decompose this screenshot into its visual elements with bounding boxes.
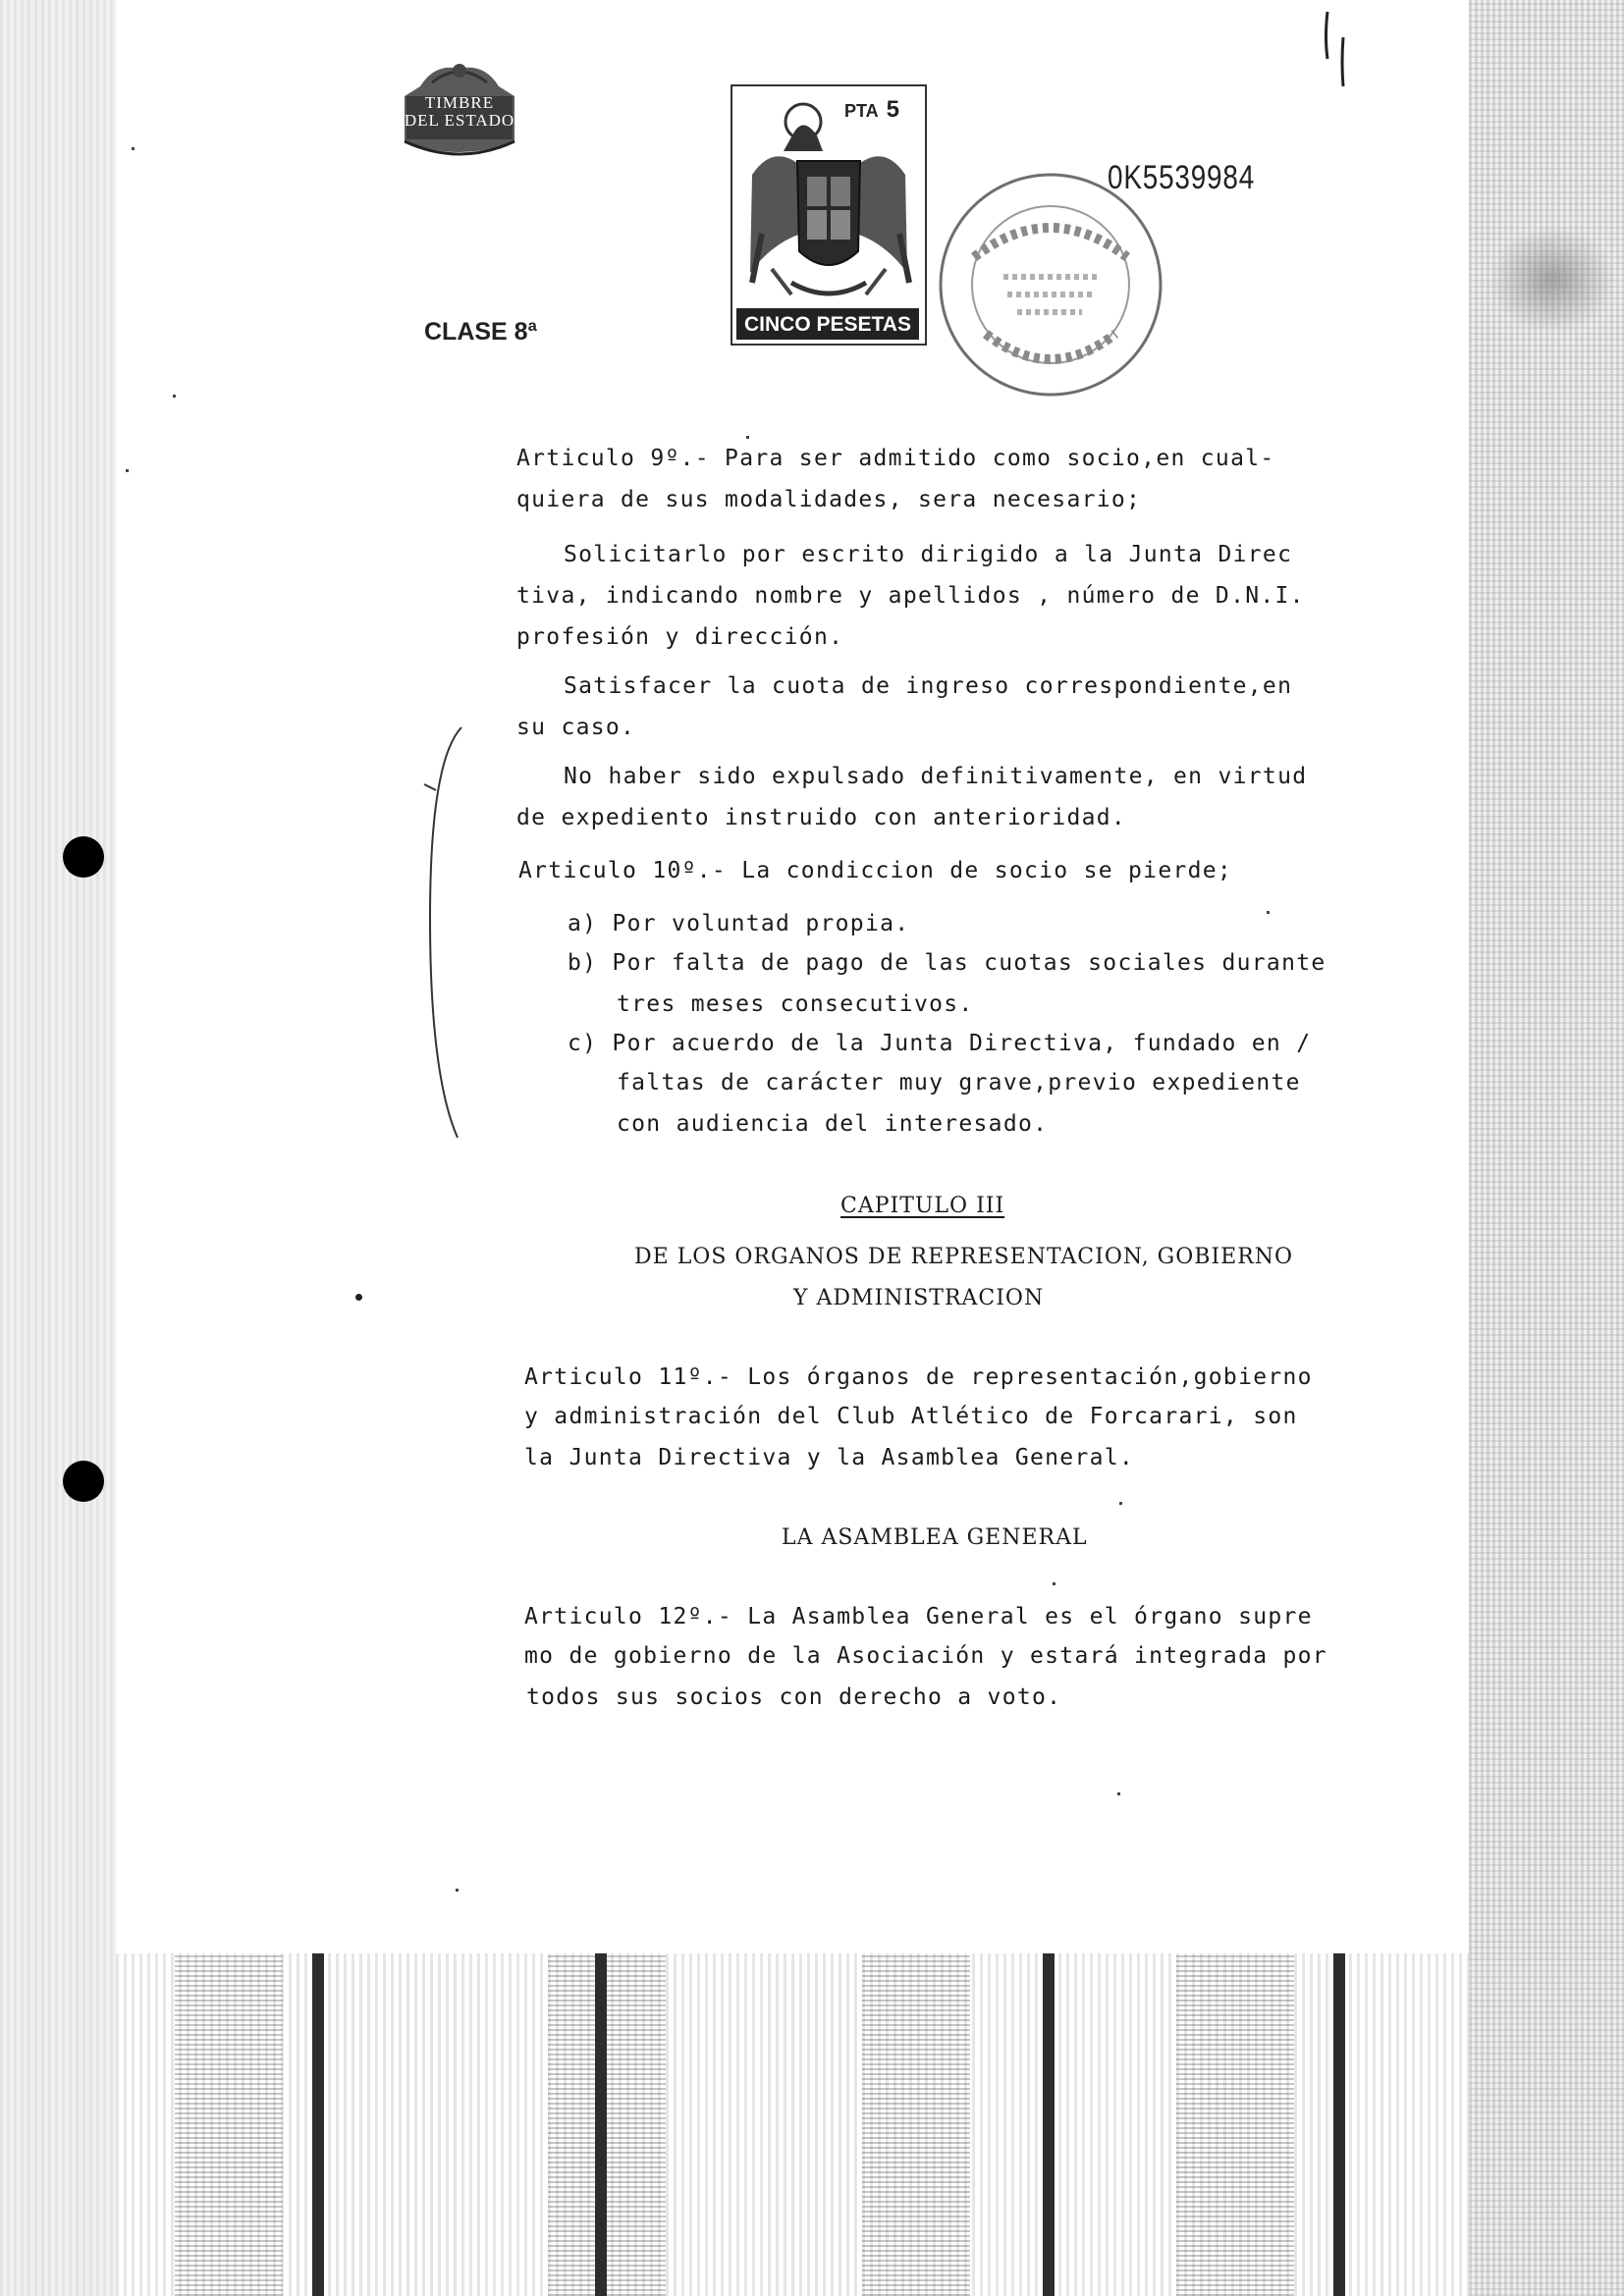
stamp-value-band	[736, 308, 919, 340]
art12-line-1: Articulo 12º.- La Asamblea General es el órgano supre	[524, 1604, 1313, 1629]
art11-line-1: Articulo 11º.- Los órganos de representación,gobierno	[524, 1364, 1313, 1390]
req1-line-3: profesión y dirección.	[516, 624, 844, 650]
req3-line-2: de expediento instruido con anterioridad.	[516, 805, 1127, 830]
chapter-subtitle-line-1: DE LOS ORGANOS DE REPRESENTACION, GOBIERNO	[634, 1245, 1294, 1269]
req1-line-2: tiva, indicando nombre y apellidos , número de D.N.I.	[516, 583, 1305, 609]
chapter-title: CAPITULO III	[840, 1194, 1005, 1218]
serial-number: 0K5539984	[1108, 159, 1256, 196]
art11-line-2: y administración del Club Atlético de Forcarari, son	[524, 1404, 1298, 1429]
art12-line-3: todos sus socios con derecho a voto.	[526, 1684, 1062, 1710]
handwritten-page-mark	[1322, 8, 1351, 88]
req3-line-1: No haber sido expulsado definitivamente, en virtud	[564, 764, 1308, 789]
stamp-value-text: CINCO PESETAS	[744, 313, 911, 336]
art10-item-b-line-1: b) Por falta de pago de las cuotas sociales durante	[568, 950, 1326, 976]
punch-hole-top	[63, 836, 104, 878]
req2-line-1: Satisfacer la cuota de ingreso correspondiente,en	[564, 673, 1293, 699]
art10-line-1: Articulo 10º.- La condiccion de socio se pierde;	[518, 858, 1233, 883]
art12-line-2: mo de gobierno de la Asociación y estará integrada por	[524, 1643, 1327, 1669]
art10-item-a: a) Por voluntad propia.	[568, 911, 910, 936]
art10-item-b-line-2: tres meses consecutivos.	[617, 991, 974, 1017]
timbre-del-estado-badge	[381, 57, 538, 167]
circular-seal	[935, 169, 1166, 400]
clase-label: CLASE 8ª	[424, 318, 537, 346]
art9-line-1: Articulo 9º.- Para ser admitido como socio,en cual-	[516, 446, 1275, 471]
req1-line-1: Solicitarlo por escrito dirigido a la Junta Direc	[564, 542, 1293, 567]
art10-item-c-line-3: con audiencia del interesado.	[617, 1111, 1049, 1137]
art10-item-c-line-2: faltas de carácter muy grave,previo expediente	[617, 1070, 1301, 1095]
ink-dot	[355, 1294, 362, 1301]
scan-edge-left	[0, 0, 116, 2296]
chapter-subtitle-line-2: Y ADMINISTRACION	[793, 1286, 1045, 1310]
scan-edge-right	[1469, 0, 1624, 2296]
coat-of-arms-emblem	[732, 86, 925, 344]
art10-item-c-line-1: c) Por acuerdo de la Junta Directiva, fundado en /	[568, 1031, 1312, 1056]
tax-stamp	[731, 84, 927, 346]
margin-bracket-mark	[422, 721, 481, 1144]
timbre-line-1: TIMBRE	[424, 93, 495, 112]
art9-line-2: quiera de sus modalidades, sera necesario;	[516, 487, 1142, 512]
timbre-line-2: DEL ESTADO	[404, 111, 515, 130]
req2-line-2: su caso.	[516, 715, 636, 740]
art11-line-3: la Junta Directiva y la Asamblea General.	[524, 1445, 1135, 1470]
punch-hole-bottom	[63, 1461, 104, 1502]
stamp-denomination-label: PTA	[844, 101, 879, 121]
scan-bottom-band	[116, 1953, 1469, 2296]
stamp-denomination-value: 5	[886, 96, 900, 123]
section-title: LA ASAMBLEA GENERAL	[782, 1525, 1088, 1550]
